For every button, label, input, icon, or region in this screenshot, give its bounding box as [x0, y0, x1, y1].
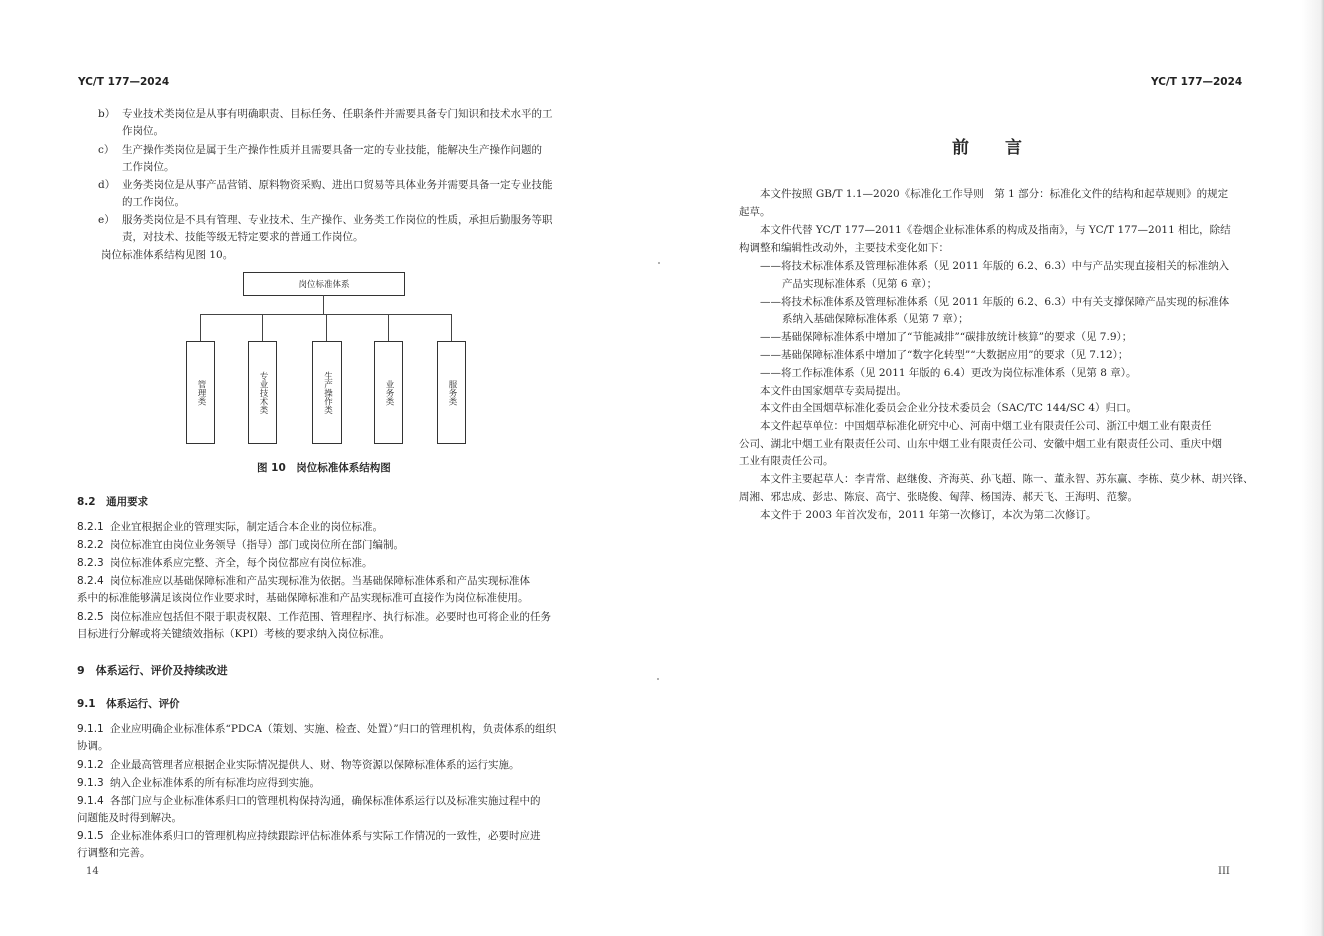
paragraph-line: 周湘、邪忠成、彭忠、陈宸、高宁、张晓俊、匈萍、杨国涛、郝天飞、王海明、范黎。: [739, 491, 1138, 503]
paragraph-line: 本文件按照 GB/T 1.1—2020《标准化工作导则 第 1 部分：标准化文件的结构和起草规则》的规定: [760, 188, 1229, 200]
section-9-1-heading: 9.1 体系运行、评价: [77, 698, 180, 710]
change-item: 产品实现标准体系（见第 6 章）；: [782, 278, 938, 290]
clause-number: 8.2.5: [77, 611, 104, 623]
clause-number: 9.1.1: [77, 723, 104, 735]
clause-number: 9.1.2: [77, 759, 104, 771]
clause-line: 企业标准体系归口的管理机构应持续跟踪评估标准体系与实际工作情况的一致性，必要时应进: [110, 830, 541, 842]
child-box-production: [312, 341, 342, 444]
item-label: d）: [98, 179, 116, 191]
clause-line: 企业应明确企业标准体系“PDCA（策划、实施、检查、处置）”归口的管理机构，负责体系的组织: [110, 723, 557, 735]
clause-line: 企业最高管理者应根据企业实际情况提供人、财、物等资源以保障标准体系的运行实施。: [110, 759, 520, 771]
paragraph-line: 本文件于 2003 年首次发布，2011 年第一次修订，本次为第二次修订。: [760, 509, 1097, 521]
clause-line: 纳入企业标准体系的所有标准均应得到实施。: [110, 777, 320, 789]
item-line: 作岗位。: [122, 125, 164, 137]
connector-line: [326, 314, 327, 341]
item-line: 业务类岗位是从事产品营销、原料物资采购、进出口贸易等具体业务并需要具备一定专业技能: [122, 179, 553, 191]
left-page: [0, 0, 660, 936]
child-box-management: [186, 341, 215, 444]
clause-line: 系中的标准能够满足该岗位作业要求时，基础保障标准和产品实现标准可直接作为岗位标准使用。: [77, 592, 529, 604]
child-label: 业务类: [384, 379, 394, 406]
section-8-2-heading: 8.2 通用要求: [77, 496, 149, 508]
change-item: 系纳入基础保障标准体系（见第 7 章）；: [782, 313, 969, 325]
left-page-number: 14: [86, 866, 99, 877]
paragraph-line: 起草。: [739, 206, 771, 218]
section-9-heading: 9 体系运行、评价及持续改进: [77, 664, 228, 677]
clause-line: 岗位标准宜由岗位业务领导（指导）部门或岗位所在部门编制。: [110, 539, 404, 551]
change-item: ——将技术标准体系及管理标准体系（见 2011 年版的 6.2、6.3）中有关支撑保障产品实现的标准体: [760, 296, 1230, 308]
left-header-code: YC/T 177—2024: [78, 76, 170, 88]
item-line: 专业技术类岗位是从事有明确职责、目标任务、任职条件并需要具备专门知识和技术水平的工: [122, 108, 553, 120]
clause-line: 行调整和完善。: [77, 847, 151, 859]
item-line: 的工作岗位。: [122, 196, 185, 208]
connector-line: [262, 314, 263, 341]
clause-line: 各部门应与企业标准体系归口的管理机构保持沟通，确保标准体系运行以及标准实施过程中的: [110, 795, 541, 807]
item-label: c）: [98, 144, 115, 156]
clause-line: 企业宜根据企业的管理实际，制定适合本企业的岗位标准。: [110, 521, 383, 533]
right-page-number: III: [1218, 866, 1230, 877]
child-box-business: [374, 341, 403, 444]
child-label: 管理类: [196, 379, 206, 406]
paragraph-line: 本文件起草单位：中国烟草标准化研究中心、河南中烟工业有限责任公司、浙江中烟工业有限责任: [760, 420, 1212, 432]
page-edge-shadow: [1302, 0, 1324, 936]
change-item: ——将工作标准体系（见 2011 年版的 6.4）更改为岗位标准体系（见第 8 章）。: [760, 367, 1137, 379]
change-item: ——将技术标准体系及管理标准体系（见 2011 年版的 6.2、6.3）中与产品实现直接相关的标准纳入: [760, 260, 1230, 272]
clause-line: 问题能及时得到解决。: [77, 812, 182, 824]
clause-number: 8.2.3: [77, 557, 104, 569]
item-line: 责，对技术、技能等级无特定要求的普通工作岗位。: [122, 231, 364, 243]
right-page: [662, 0, 1324, 936]
paragraph-line: 构调整和编辑性改动外，主要技术变化如下：: [739, 242, 949, 254]
clause-number: 9.1.4: [77, 795, 104, 807]
clause-line: 协调。: [77, 740, 109, 752]
clause-line: 岗位标准应以基础保障标准和产品实现标准为依据。当基础保障标准体系和产品实现标准体: [110, 575, 530, 587]
child-box-service: [437, 341, 466, 444]
item-label: b）: [98, 108, 116, 120]
paragraph-line: 本文件由国家烟草专卖局提出。: [760, 385, 907, 397]
clause-number: 9.1.5: [77, 830, 104, 842]
scan-speck: [657, 678, 659, 680]
clause-number: 8.2.1: [77, 521, 104, 533]
item-line: 服务类岗位是不具有管理、专业技术、生产操作、业务类工作岗位的性质，承担后勤服务等职: [122, 214, 553, 226]
clause-line: 岗位标准体系应完整、齐全，每个岗位都应有岗位标准。: [110, 557, 373, 569]
child-label: 服务类: [447, 379, 457, 406]
paragraph-line: 公司、湖北中烟工业有限责任公司、山东中烟工业有限责任公司、安徽中烟工业有限责任公司、重庆中烟: [739, 438, 1222, 450]
paragraph-line: 本文件主要起草人：李青常、赵继俊、齐海英、孙飞超、陈一、董永智、苏东赢、李栋、莫少林、胡兴锋、: [760, 473, 1254, 485]
connector-line: [200, 314, 201, 341]
root-box: [243, 272, 405, 296]
item-label: e）: [98, 214, 115, 226]
foreword-title: 前言: [952, 138, 1058, 158]
connector-line: [388, 314, 389, 341]
item-line: 生产操作类岗位是属于生产操作性质并且需要具备一定的专业技能，能解决生产操作问题的: [122, 144, 542, 156]
paragraph-line: 本文件由全国烟草标准化委员会企业分技术委员会（SAC/TC 144/SC 4）归口。: [760, 402, 1138, 414]
item-line: 工作岗位。: [122, 161, 175, 173]
scan-speck: [658, 262, 660, 264]
clause-line: 岗位标准应包括但不限于职责权限、工作范围、管理程序、执行标准。必要时也可将企业的任务: [110, 611, 551, 623]
connector-line: [451, 314, 452, 341]
clause-line: 目标进行分解或将关键绩效指标（KPI）考核的要求纳入岗位标准。: [77, 628, 391, 640]
clause-number: 9.1.3: [77, 777, 104, 789]
connector-line: [323, 295, 324, 314]
change-item: ——基础保障标准体系中增加了“数字化转型”“大数据应用”的要求（见 7.12）；: [760, 349, 1129, 361]
figure-reference: 岗位标准体系结构见图 10。: [101, 249, 234, 261]
paragraph-line: 本文件代替 YC/T 177—2011《卷烟企业标准体系的构成及指南》，与 YC/T 177—2011 相比，除结: [760, 224, 1231, 236]
paragraph-line: 工业有限责任公司。: [739, 455, 834, 467]
figure-caption: 图 10 岗位标准体系结构图: [257, 462, 391, 474]
root-label: 岗位标准体系: [298, 280, 350, 290]
child-label: 生产操作类: [322, 371, 333, 414]
clause-number: 8.2.2: [77, 539, 104, 551]
change-item: ——基础保障标准体系中增加了“节能减排”“碳排放统计核算”的要求（见 7.9）；: [760, 331, 1133, 343]
child-label: 专业技术类: [258, 371, 268, 414]
right-header-code: YC/T 177—2024: [1151, 76, 1243, 88]
child-box-technical: [248, 341, 277, 444]
clause-number: 8.2.4: [77, 575, 104, 587]
